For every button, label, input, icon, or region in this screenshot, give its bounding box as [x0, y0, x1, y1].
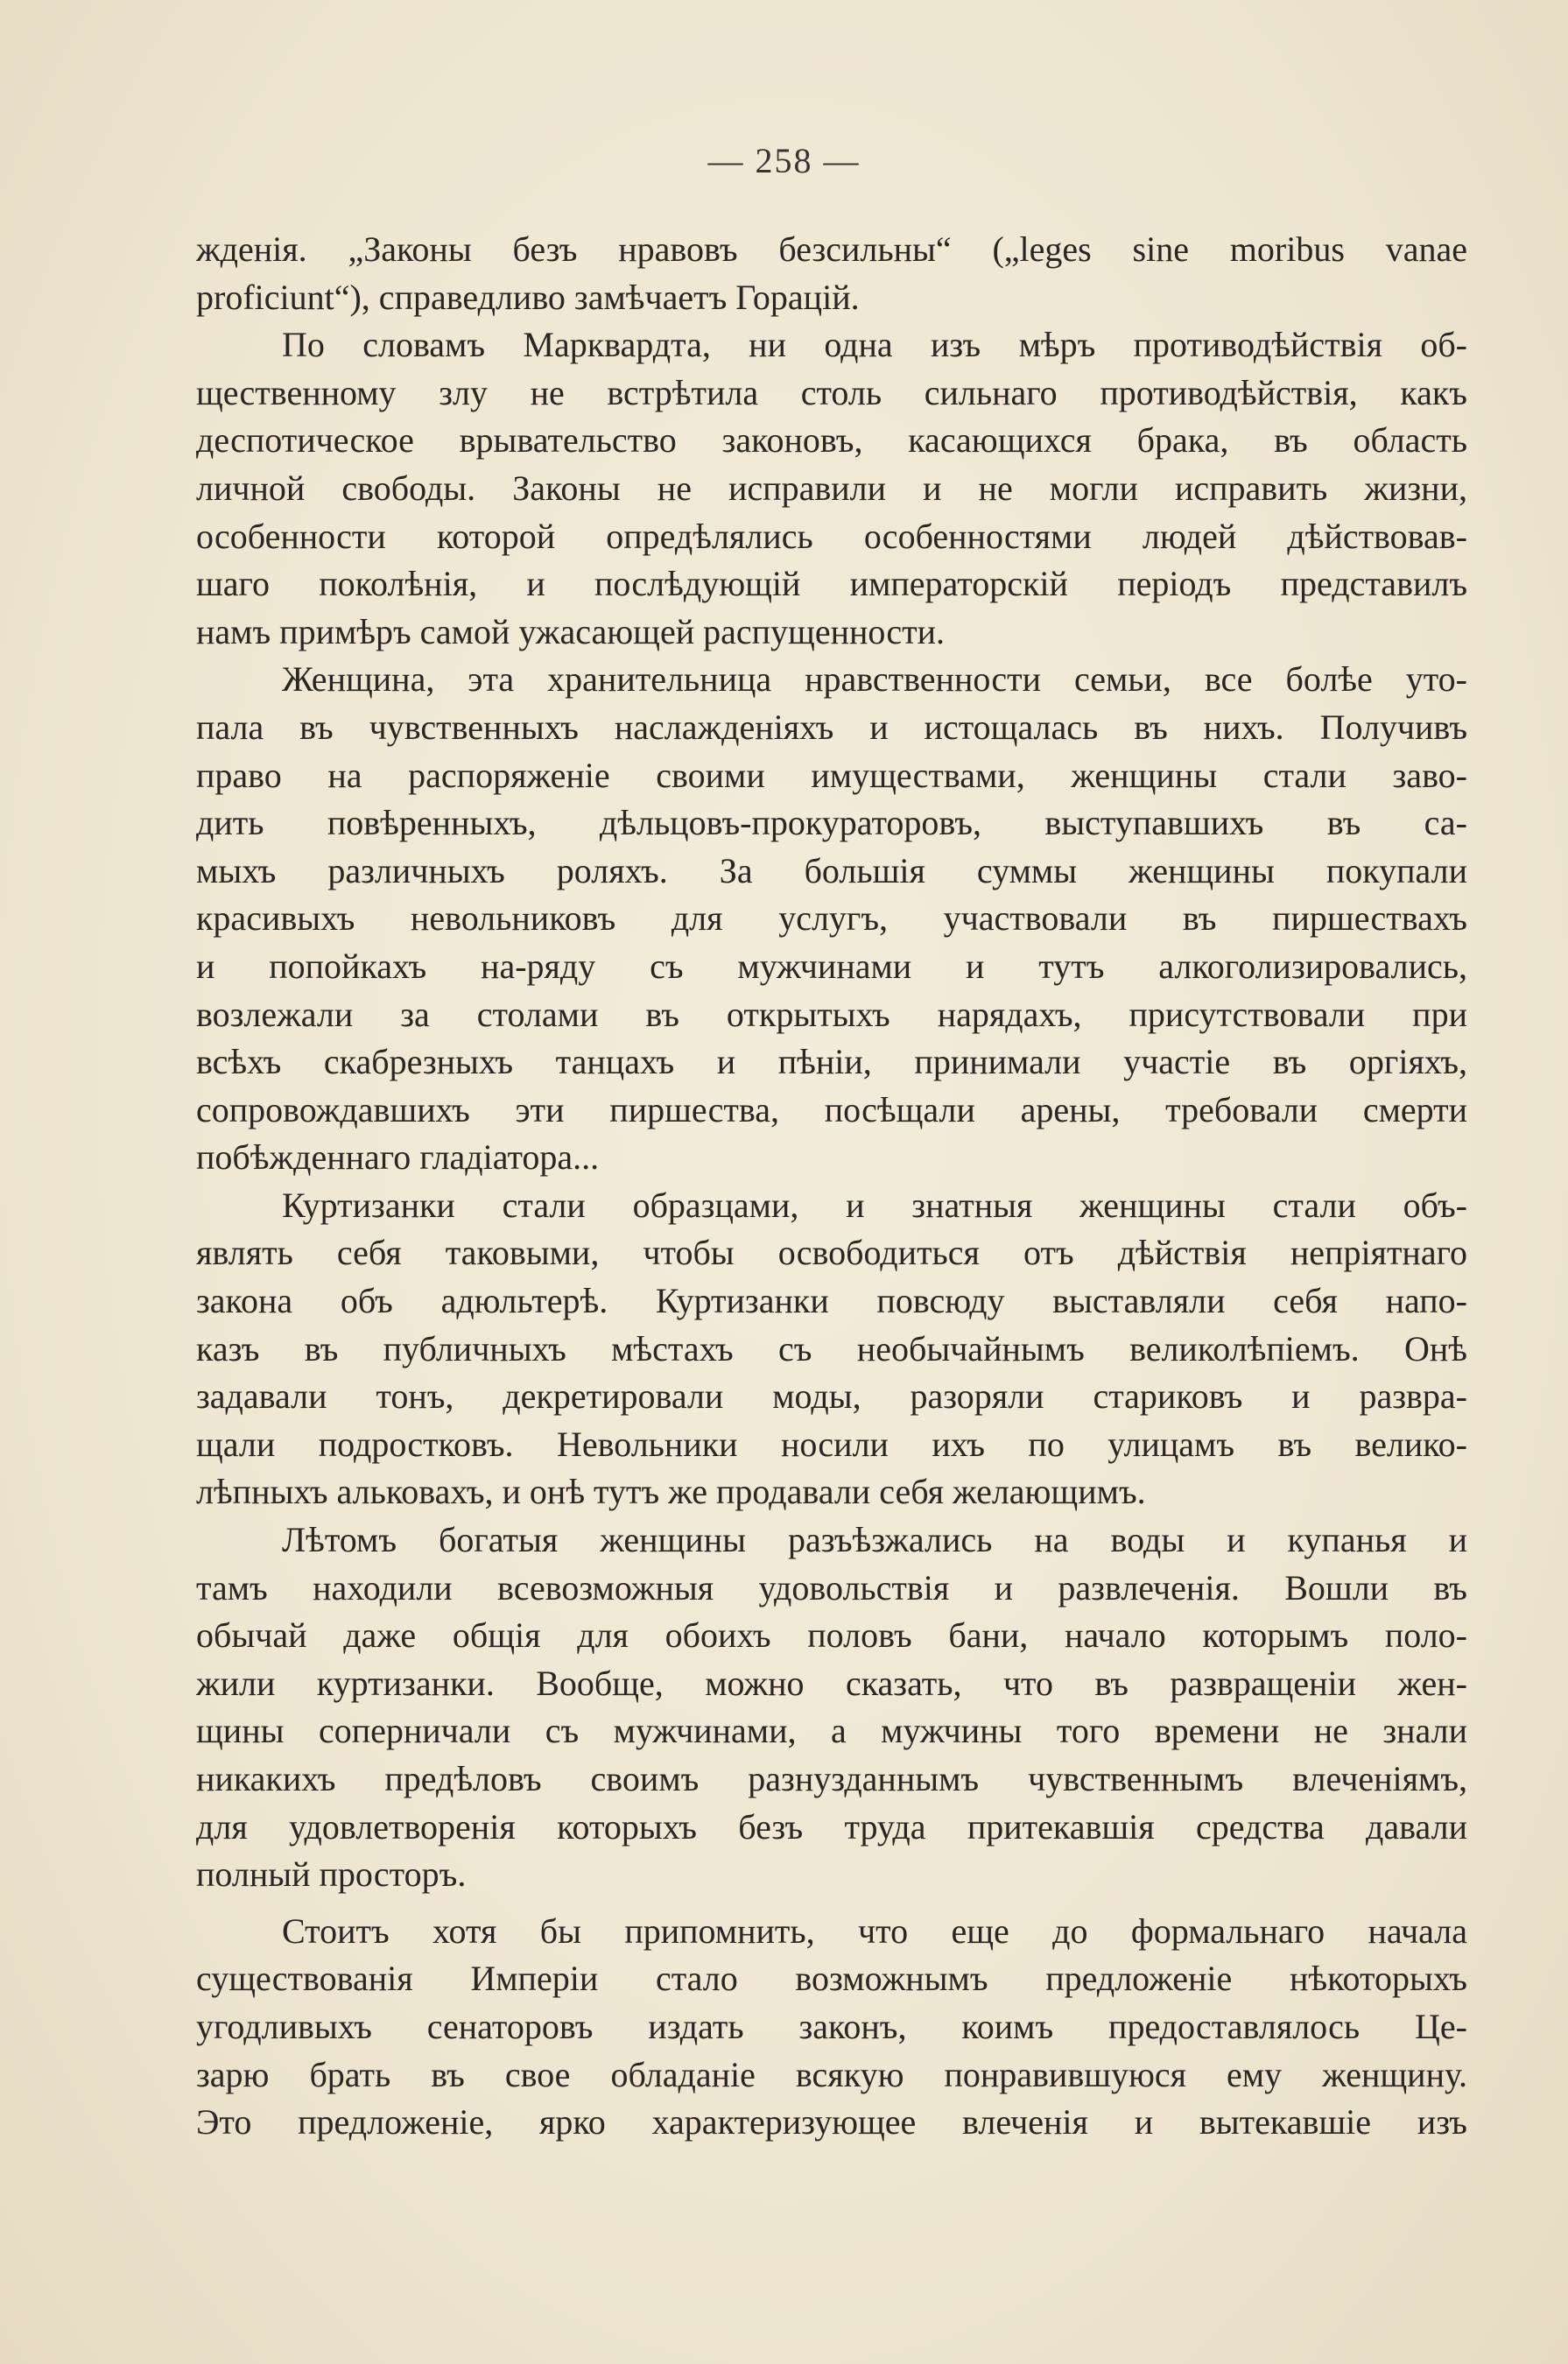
text-line: красивыхъ невольниковъ для услугъ, участвовали въ пиршествахъ [196, 898, 1467, 939]
text-line: деспотическое врывательство законовъ, касающихся брака, въ область [196, 420, 1467, 461]
text-line: proficiunt“), справедливо замѣчаетъ Горацій. [196, 277, 860, 317]
paragraph-spacer [196, 1899, 1467, 1908]
text-line: казъ въ публичныхъ мѣстахъ съ необычайнымъ великолѣпіемъ. Онѣ [196, 1328, 1467, 1368]
text-line: жденія. „Законы безъ нравовъ безсильны“ („leges sine moribus vanae [196, 229, 1467, 269]
text-line: полный просторъ. [196, 1854, 467, 1895]
text-line: угодливыхъ сенаторовъ издать законъ, коимъ предоставлялось Це- [196, 2006, 1467, 2046]
page-number: — 258 — [707, 141, 861, 180]
text-line: Лѣтомъ богатыя женщины разъѣзжались на воды и купанья и [282, 1520, 1467, 1560]
text-line: зарю брать въ свое обладаніе всякую понравившуюся ему женщину. [196, 2054, 1467, 2094]
text-line: всѣхъ скабрезныхъ танцахъ и пѣніи, принимали участіе въ оргіяхъ, [196, 1042, 1467, 1082]
text-line: Стоитъ хотя бы припомнить, что еще до формальнаго начала [282, 1910, 1467, 1951]
paragraph-4 [196, 1182, 1467, 1516]
text-line: Женщина, эта хранительница нравственности семьи, все болѣе уто- [282, 659, 1467, 700]
paragraph-6 [196, 1908, 1467, 2147]
text-line: особенности которой опредѣлялись особенностями людей дѣйствовав- [196, 516, 1467, 556]
text-line: побѣжденнаго гладіатора... [196, 1137, 600, 1178]
paragraph-2 [196, 321, 1467, 656]
paragraph-3 [196, 656, 1467, 1182]
text-line: право на распоряженіе своими имуществами, женщины стали заво- [196, 755, 1467, 795]
text-line: задавали тонъ, декретировали моды, разоряли стариковъ и развра- [196, 1376, 1467, 1417]
text-line: щественному злу не встрѣтила столь сильнаго противодѣйствія, какъ [196, 372, 1467, 412]
text-line: Куртизанки стали образцами, и знатныя женщины стали объ- [282, 1185, 1467, 1225]
text-line: являть себя таковыми, чтобы освободиться отъ дѣйствія непріятнаго [196, 1233, 1467, 1273]
text-line: никакихъ предѣловъ своимъ разнузданнымъ чувственнымъ влеченіямъ, [196, 1759, 1467, 1798]
paragraph-1 [196, 226, 1467, 321]
text-line: лѣпныхъ альковахъ, и онѣ тутъ же продавали себя желающимъ. [196, 1472, 1146, 1512]
text-line: намъ примѣръ самой ужасающей распущенности. [196, 611, 946, 651]
text-line: Это предложеніе, ярко характеризующее влеченія и вытекавшіе изъ [196, 2102, 1467, 2142]
text-line: для удовлетворенія которыхъ безъ труда притекавшія средства давали [196, 1806, 1467, 1847]
text-line: личной свободы. Законы не исправили и не могли исправить жизни, [196, 468, 1467, 508]
text-line: щали подростковъ. Невольники носили ихъ по улицамъ въ велико- [196, 1424, 1467, 1464]
text-line: сопровождавшихъ эти пиршества, посѣщали арены, требовали смерти [196, 1089, 1467, 1129]
text-line: щины соперничали съ мужчинами, а мужчины того времени не знали [196, 1711, 1467, 1751]
text-line: пала въ чувственныхъ наслажденіяхъ и истощалась въ нихъ. Получивъ [196, 707, 1467, 747]
body-text [196, 226, 1467, 2147]
text-line: существованія Имперіи стало возможнымъ предложеніе нѣкоторыхъ [196, 1959, 1467, 1999]
text-line: возлежали за столами въ открытыхъ нарядахъ, присутствовали при [196, 994, 1467, 1034]
text-line: закона объ адюльтерѣ. Куртизанки повсюду выставляли себя напо- [196, 1281, 1467, 1321]
text-line: жили куртизанки. Вообще, можно сказать, что въ развращеніи жен- [196, 1663, 1467, 1703]
text-line: тамъ находили всевозможныя удовольствія и развлеченія. Вошли въ [196, 1567, 1467, 1608]
text-line: шаго поколѣнія, и послѣдующій императорскій періодъ представилъ [196, 564, 1467, 604]
text-line: мыхъ различныхъ роляхъ. За большія суммы женщины покупали [196, 850, 1467, 890]
text-line: и попойкахъ на-ряду съ мужчинами и тутъ алкоголизировались, [196, 946, 1467, 986]
paragraph-5 [196, 1516, 1467, 1899]
text-line: дить повѣренныхъ, дѣльцовъ-прокураторовъ, выступавшихъ въ са- [196, 803, 1467, 843]
text-line: обычай даже общія для обоихъ половъ бани, начало которымъ поло- [196, 1615, 1467, 1656]
text-line: По словамъ Марквардта, ни одна изъ мѣръ противодѣйствія об- [282, 325, 1467, 365]
